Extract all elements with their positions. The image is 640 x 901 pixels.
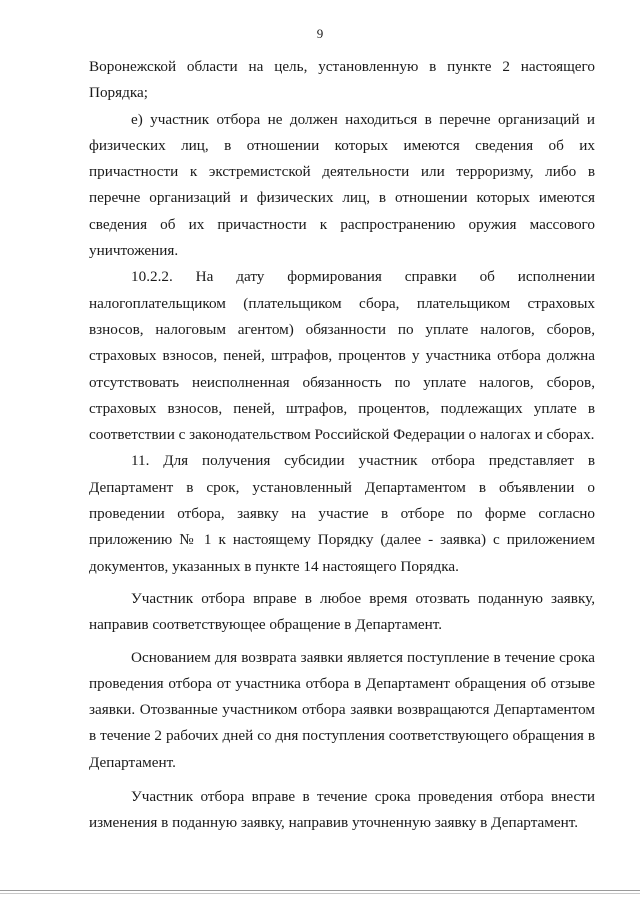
paragraph-amend-right: Участник отбора вправе в течение срока проведения отбора внести изменения в поданную заявку, направив уточненную заявку в Департамент. [89, 788, 595, 832]
paragraph-11: 11. Для получения субсидии участник отбора представляет в Департамент в срок, установленный Департаментом в объявлении о проведении отбора, заявку на участие в отборе по форме согласно приложению № 1 к настоящему Порядку (далее - заявка) с приложением документов, указанных в пункте 14 настоящего Порядка. [89, 452, 595, 575]
paragraph-item-e: е) участник отбора не должен находиться в перечне организаций и физических лиц, в отношении которых имеются сведения об их причастности к экстремистской деятельности или терроризму, либо в перечне организаций и физических лиц, в отношении которых имеются сведения об их причастности к распространению оружия массового уничтожения. [89, 110, 595, 260]
page-number: 9 [316, 26, 324, 41]
paragraph-withdraw-right: Участник отбора вправе в любое время отозвать поданную заявку, направив соответствующее обращение в Департамент. [89, 589, 595, 634]
document-body [89, 54, 595, 837]
footer-rule-secondary [0, 893, 640, 894]
paragraph-10-2-2: 10.2.2. На дату формирования справки об исполнении налогоплательщиком (плательщиком сбора, плательщиком страховых взносов, налоговым агентом) обязанности по уплате налогов, сборов, страховых взносов, пеней, штрафов, процентов у участника отбора должна отсутствовать неисполненная обязанность по уплате налогов, сборов, страховых взносов, пеней, штрафов, процентов, подлежащих уплате в соответствии с законодательством Российской Федерации о налогах и сборах. [89, 268, 595, 444]
paragraph-continuation: Воронежской области на цель, установленную в пункте 2 настоящего Порядка; [89, 58, 595, 102]
footer-rule [0, 890, 640, 891]
paragraph-return-grounds: Основанием для возврата заявки является поступление в течение срока проведения отбора от участника отбора в Департамент обращения об отзыве заявки. Отозванные участником отбора заявки возвращаются Департаментом в течение 2 рабочих дней со дня поступления соответствующего обращения в Департамент. [89, 648, 595, 771]
